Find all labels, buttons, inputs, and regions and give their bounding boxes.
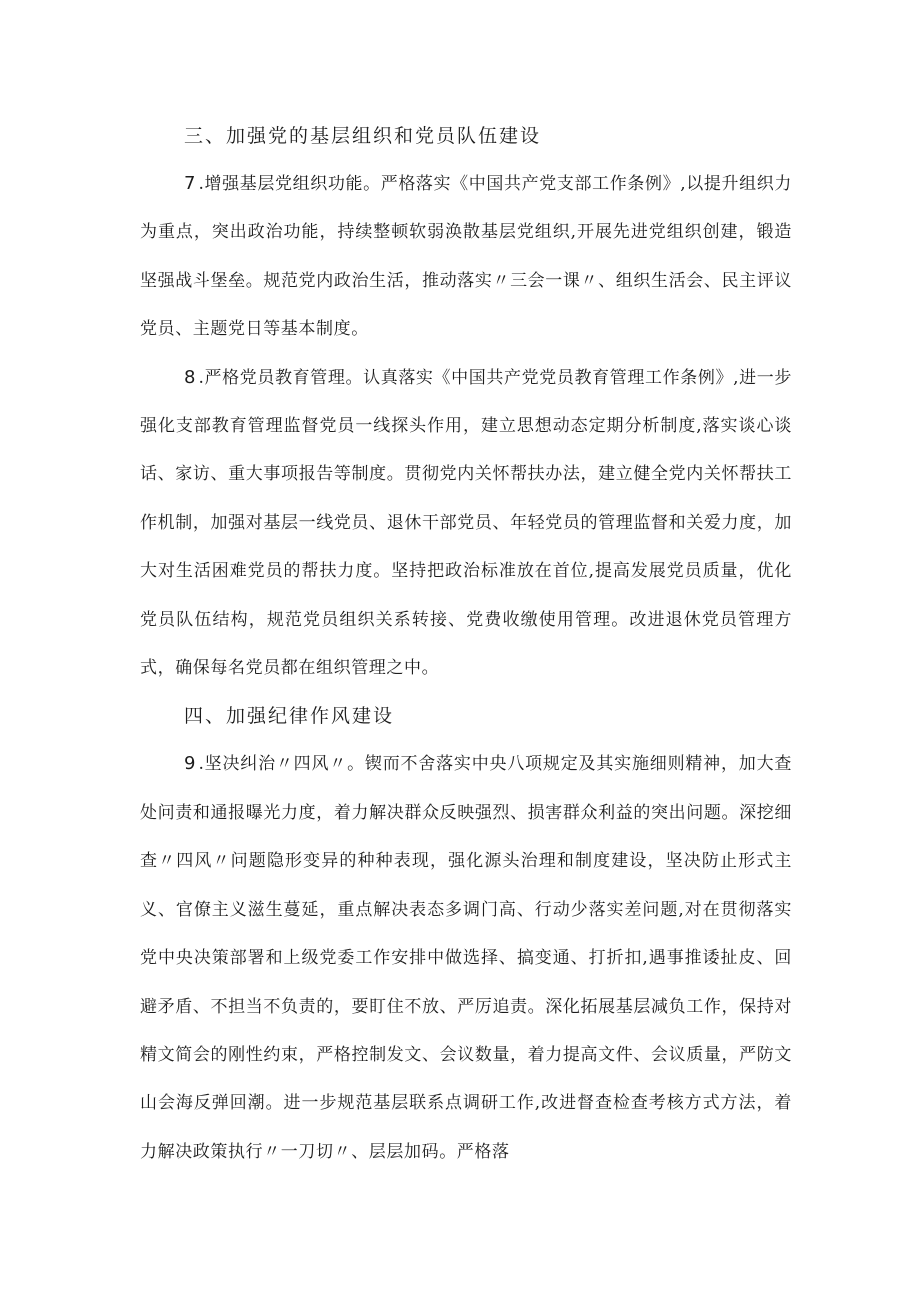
section-heading-3: 三、加强党的基层组织和党员队伍建设	[184, 125, 542, 147]
paragraph-7	[140, 160, 792, 354]
paragraph-text-7: .增强基层党组织功能。严格落实《中国共产党支部工作条例》,以提升组织力为重点，突出政治功能，持续整顿软弱涣散基层党组织,开展先进党组织创建，锻造坚强战斗堡垒。规范党内政治生活，推动落实〃三会一课〃、组织生活会、民主评议党员、主题党日等基本制度。	[140, 174, 792, 340]
item-number-7: 7	[184, 173, 199, 194]
paragraph-text-9: .坚决纠治〃四风〃。锲而不舍落实中央八项规定及其实施细则精神，加大查处问责和通报曝光力度，着力解决群众反映强烈、损害群众利益的突出问题。深挖细查〃四风〃问题隐形变异的种种表现，强化源头治理和制度建设，坚决防止形式主义、官僚主义滋生蔓延，重点解决表态多调门高、行动少落实差问题,对在贯彻落实党中央决策部署和上级党委工作安排中做选择、搞变通、打折扣,遇事推诿扯皮、回避矛盾、不担当不负责的，要盯住不放、严厉追责。深化拓展基层减负工作，保持对精文简会的刚性约束，严格控制发文、会议数量，着力提高文件、会议质量，严防文山会海反弹回潮。进一步规范基层联系点调研工作,改进督查检查考核方式方法，着力解决政策执行〃一刀切〃、层层加码。严格落	[140, 754, 792, 1162]
section-heading-4: 四、加强纪律作风建设	[184, 705, 395, 728]
item-number-8: 8	[184, 366, 199, 388]
paragraph-8	[140, 354, 792, 693]
paragraph-text-8: .严格党员教育管理。认真落实《中国共产党党员教育管理工作条例》,进一步强化支部教育管理监督党员一线探头作用，建立思想动态定期分析制度,落实谈心谈话、家访、重大事项报告等制度。贯彻党内关怀帮扶办法，建立健全党内关怀帮扶工作机制，加强对基层一线党员、退休干部党员、年轻党员的管理监督和关爱力度，加大对生活困难党员的帮扶力度。坚持把政治标准放在首位,提高发展党员质量，优化党员队伍结构，规范党员组织关系转接、党费收缴使用管理。改进退休党员管理方式，确保每名党员都在组织管理之中。	[140, 367, 792, 679]
document-page	[140, 112, 792, 1176]
item-number-9: 9	[184, 753, 199, 775]
paragraph-9	[140, 740, 792, 1176]
